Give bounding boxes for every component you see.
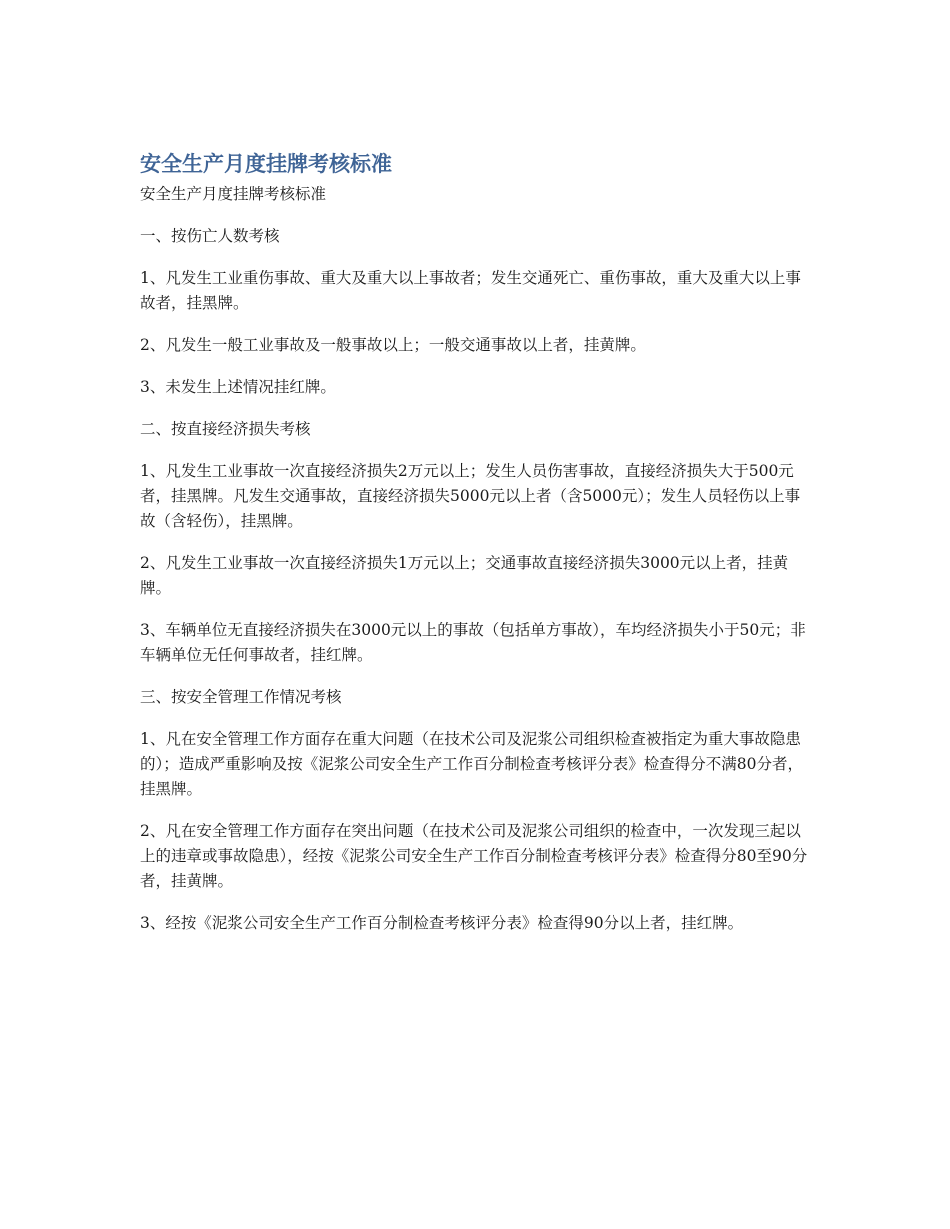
paragraph-casualties-1: 1、凡发生工业重伤事故、重大及重大以上事故者；发生交通死亡、重伤事故，重大及重大以上事故者，挂黑牌。	[140, 269, 801, 312]
paragraph-casualties-2: 2、凡发生一般工业事故及一般事故以上；一般交通事故以上者，挂黄牌。	[140, 336, 646, 354]
paragraph-safety-management-1: 1、凡在安全管理工作方面存在重大问题（在技术公司及泥浆公司组织检查被指定为重大事故隐患的）；造成严重影响及按《泥浆公司安全生产工作百分制检查考核评分表》检查得分不满80分者，挂黑牌。	[140, 730, 803, 798]
paragraph-economic-loss-1: 1、凡发生工业事故一次直接经济损失2万元以上；发生人员伤害事故，直接经济损失大于500元者，挂黑牌。凡发生交通事故，直接经济损失5000元以上者（含5000元）；发生人员轻伤以上事故（含轻伤），挂黑牌。	[140, 462, 801, 530]
document-subtitle: 安全生产月度挂牌考核标准	[140, 185, 327, 203]
paragraph-economic-loss-3: 3、车辆单位无直接经济损失在3000元以上的事故（包括单方事故），车均经济损失小于50元；非车辆单位无任何事故者，挂红牌。	[140, 621, 806, 664]
section-heading-casualties: 一、按伤亡人数考核	[140, 227, 280, 245]
paragraph-safety-management-2: 2、凡在安全管理工作方面存在突出问题（在技术公司及泥浆公司组织的检查中，一次发现三起以上的违章或事故隐患），经按《泥浆公司安全生产工作百分制检查考核评分表》检查得分80至90分者，挂黄牌。	[140, 822, 808, 890]
document-body	[140, 150, 815, 953]
section-heading-economic-loss: 二、按直接经济损失考核	[140, 420, 311, 438]
paragraph-safety-management-3: 3、经按《泥浆公司安全生产工作百分制检查考核评分表》检查得90分以上者，挂红牌。	[140, 914, 744, 932]
document-title: 安全生产月度挂牌考核标准	[140, 152, 392, 176]
paragraph-economic-loss-2: 2、凡发生工业事故一次直接经济损失1万元以上；交通事故直接经济损失3000元以上者，挂黄牌。	[140, 554, 789, 597]
section-heading-safety-management: 三、按安全管理工作情况考核	[140, 688, 342, 706]
paragraph-casualties-3: 3、未发生上述情况挂红牌。	[140, 378, 336, 396]
